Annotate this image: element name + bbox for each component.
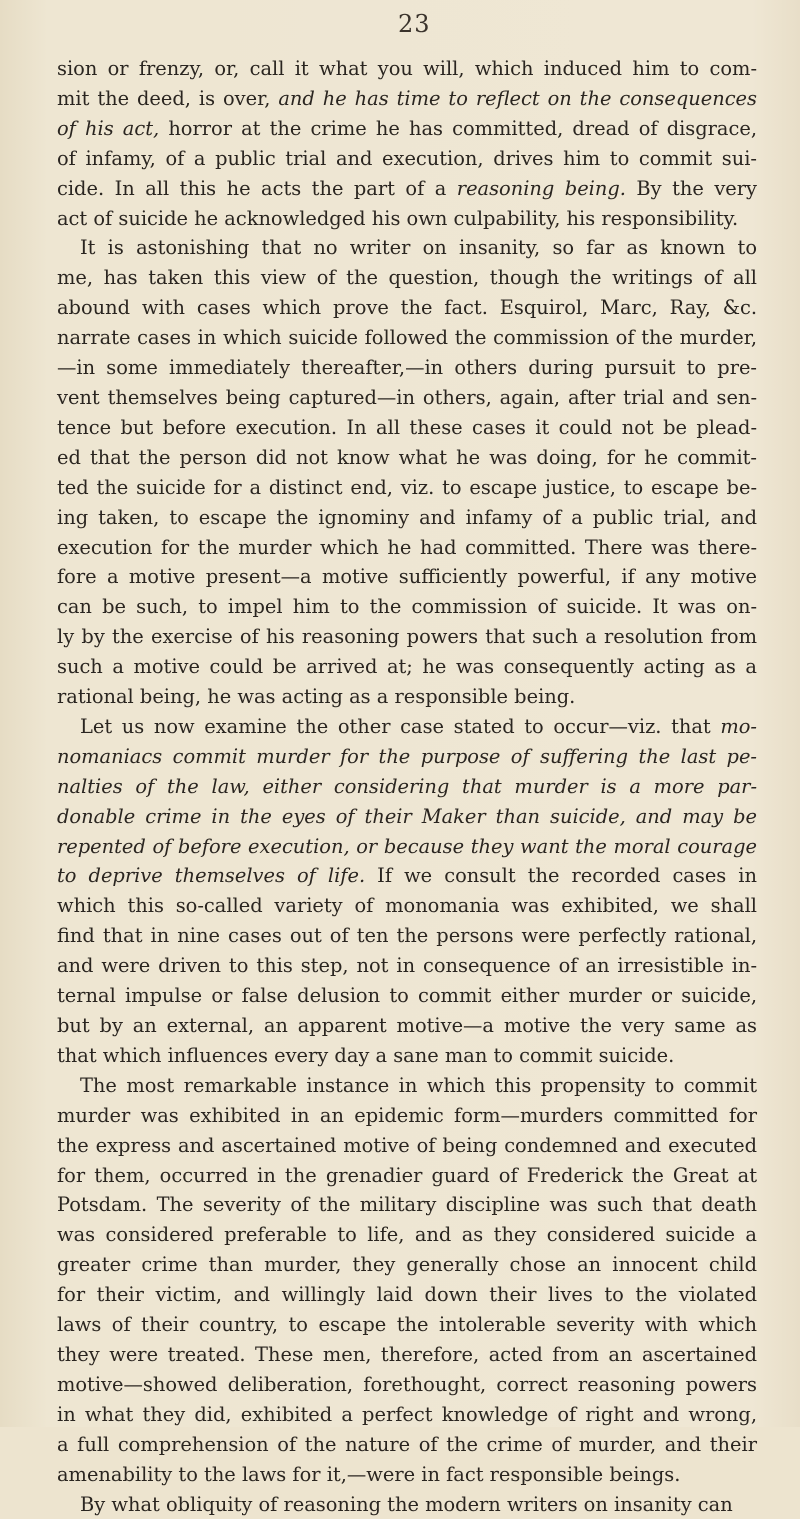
text-line	[57, 1101, 757, 1131]
text-line	[57, 473, 757, 503]
text-span: murder was exhibited in an epidemic form—murders committed for	[57, 1104, 757, 1127]
text-line	[57, 1250, 757, 1280]
text-line	[57, 682, 757, 712]
text-span: ternal impulse or false delusion to commit either murder or suicide,	[57, 984, 757, 1007]
text-line	[57, 1430, 757, 1460]
text-span: ing taken, to escape the ignominy and infamy of a public trial, and	[57, 506, 757, 529]
text-line	[57, 383, 757, 413]
text-span: mit the deed, is over,	[57, 87, 278, 110]
text-span: Let us now examine the other case stated to occur—viz. that	[80, 715, 720, 738]
text-line	[57, 1460, 757, 1490]
text-span: —in some immediately thereafter,—in others during pursuit to pre-	[57, 356, 757, 379]
text-line	[57, 832, 757, 862]
text-line	[57, 1340, 757, 1370]
text-span: in what they did, exhibited a perfect knowledge of right and wrong,	[57, 1403, 757, 1426]
text-span: cide. In all this he acts the part of a	[57, 177, 457, 200]
text-line	[57, 263, 757, 293]
italic-text: reasoning being.	[457, 177, 626, 200]
text-span: abound with cases which prove the fact. Esquirol, Marc, Ray, &c.	[57, 296, 757, 319]
page-number: 23	[398, 10, 431, 38]
text-span: horror at the crime he has committed, dread of disgrace,	[159, 117, 757, 140]
text-span: sion or frenzy, or, call it what you will, which induced him to com-	[57, 57, 757, 80]
text-span: act of suicide he acknowledged his own culpability, his responsibility.	[57, 207, 738, 230]
text-span: a full comprehension of the nature of the crime of murder, and their	[57, 1433, 757, 1456]
text-span: can be such, to impel him to the commission of suicide. It was on-	[57, 595, 757, 618]
text-line	[57, 323, 757, 353]
text-line	[57, 981, 757, 1011]
text-line	[57, 353, 757, 383]
text-line	[57, 1131, 757, 1161]
italic-text: of his act,	[57, 117, 159, 140]
text-line	[57, 1310, 757, 1340]
text-span: Potsdam. The severity of the military discipline was such that death	[57, 1193, 757, 1216]
text-line	[57, 562, 757, 592]
text-span: amenability to the laws for it,—were in fact responsible beings.	[57, 1463, 680, 1486]
text-span: which this so-called variety of monomania was exhibited, we shall	[57, 894, 757, 917]
text-span: It is astonishing that no writer on insanity, so far as known to	[80, 236, 757, 259]
italic-text: to deprive themselves of life.	[57, 864, 365, 887]
text-line	[57, 652, 757, 682]
text-line	[57, 174, 757, 204]
text-line	[57, 503, 757, 533]
text-span: ed that the person did not know what he was doing, for he commit-	[57, 446, 757, 469]
text-span: greater crime than murder, they generally chose an innocent child	[57, 1253, 757, 1276]
text-line	[57, 712, 757, 742]
text-span: of infamy, of a public trial and execution, drives him to commit sui-	[57, 147, 757, 170]
text-span: that which influences every day a sane man to commit suicide.	[57, 1044, 674, 1067]
text-span: laws of their country, to escape the intolerable severity with which	[57, 1313, 757, 1336]
text-line	[57, 114, 757, 144]
text-span: ly by the exercise of his reasoning powers that such a resolution from	[57, 625, 757, 648]
text-line	[57, 1071, 757, 1101]
text-span: motive—showed deliberation, forethought, correct reasoning powers	[57, 1373, 757, 1396]
text-line	[57, 84, 757, 114]
text-span: ted the suicide for a distinct end, viz. to escape justice, to escape be-	[57, 476, 757, 499]
text-line	[57, 233, 757, 263]
text-line	[57, 54, 757, 84]
text-span: fore a motive present—a motive sufficiently powerful, if any motive	[57, 565, 757, 588]
text-line	[57, 204, 757, 234]
text-line	[57, 622, 757, 652]
italic-text: mo-	[720, 715, 757, 738]
text-span: By the very	[626, 177, 757, 200]
text-line	[57, 1370, 757, 1400]
text-line	[57, 951, 757, 981]
body-text	[57, 54, 757, 1519]
italic-text: and he has time to reflect on the consequences	[278, 87, 757, 110]
text-line	[57, 1190, 757, 1220]
text-span: was considered preferable to life, and as they considered suicide a	[57, 1223, 757, 1246]
text-span: rational being, he was acting as a responsible being.	[57, 685, 575, 708]
text-line	[57, 533, 757, 563]
text-line	[57, 413, 757, 443]
text-line	[57, 802, 757, 832]
text-line	[57, 144, 757, 174]
text-span: the express and ascertained motive of being condemned and executed	[57, 1134, 757, 1157]
text-line	[57, 891, 757, 921]
text-span: they were treated. These men, therefore, acted from an ascertained	[57, 1343, 757, 1366]
text-line	[57, 1400, 757, 1430]
text-span: me, has taken this view of the question, though the writings of all	[57, 266, 757, 289]
text-line	[57, 1490, 757, 1519]
text-span: such a motive could be arrived at; he was consequently acting as a	[57, 655, 757, 678]
italic-text: donable crime in the eyes of their Maker than suicide, and may be	[57, 805, 757, 828]
text-span: tence but before execution. In all these cases it could not be plead-	[57, 416, 757, 439]
italic-text: nalties of the law, either considering that murder is a more par-	[57, 775, 757, 798]
text-line	[57, 1041, 757, 1071]
text-span: By what obliquity of reasoning the modern writers on insanity can	[80, 1493, 733, 1516]
text-line	[57, 1280, 757, 1310]
text-span: and were driven to this step, not in consequence of an irresistible in-	[57, 954, 757, 977]
text-line	[57, 921, 757, 951]
text-line	[57, 742, 757, 772]
text-line	[57, 1161, 757, 1191]
text-span: execution for the murder which he had committed. There was there-	[57, 536, 757, 559]
text-line	[57, 772, 757, 802]
text-line	[57, 1220, 757, 1250]
text-span: for their victim, and willingly laid down their lives to the violated	[57, 1283, 757, 1306]
text-line	[57, 293, 757, 323]
text-span: vent themselves being captured—in others, again, after trial and sen-	[57, 386, 757, 409]
text-line	[57, 592, 757, 622]
text-span: If we consult the recorded cases in	[365, 864, 757, 887]
italic-text: nomaniacs commit murder for the purpose of suffering the last pe-	[57, 745, 757, 768]
text-line	[57, 861, 757, 891]
text-span: but by an external, an apparent motive—a motive the very same as	[57, 1014, 757, 1037]
text-line	[57, 443, 757, 473]
text-span: for them, occurred in the grenadier guard of Frederick the Great at	[57, 1164, 757, 1187]
text-span: narrate cases in which suicide followed the commission of the murder,	[57, 326, 757, 349]
text-line	[57, 1011, 757, 1041]
italic-text: repented of before execution, or because they want the moral courage	[57, 835, 757, 858]
text-span: find that in nine cases out of ten the persons were perfectly rational,	[57, 924, 757, 947]
text-span: The most remarkable instance in which this propensity to commit	[80, 1074, 757, 1097]
